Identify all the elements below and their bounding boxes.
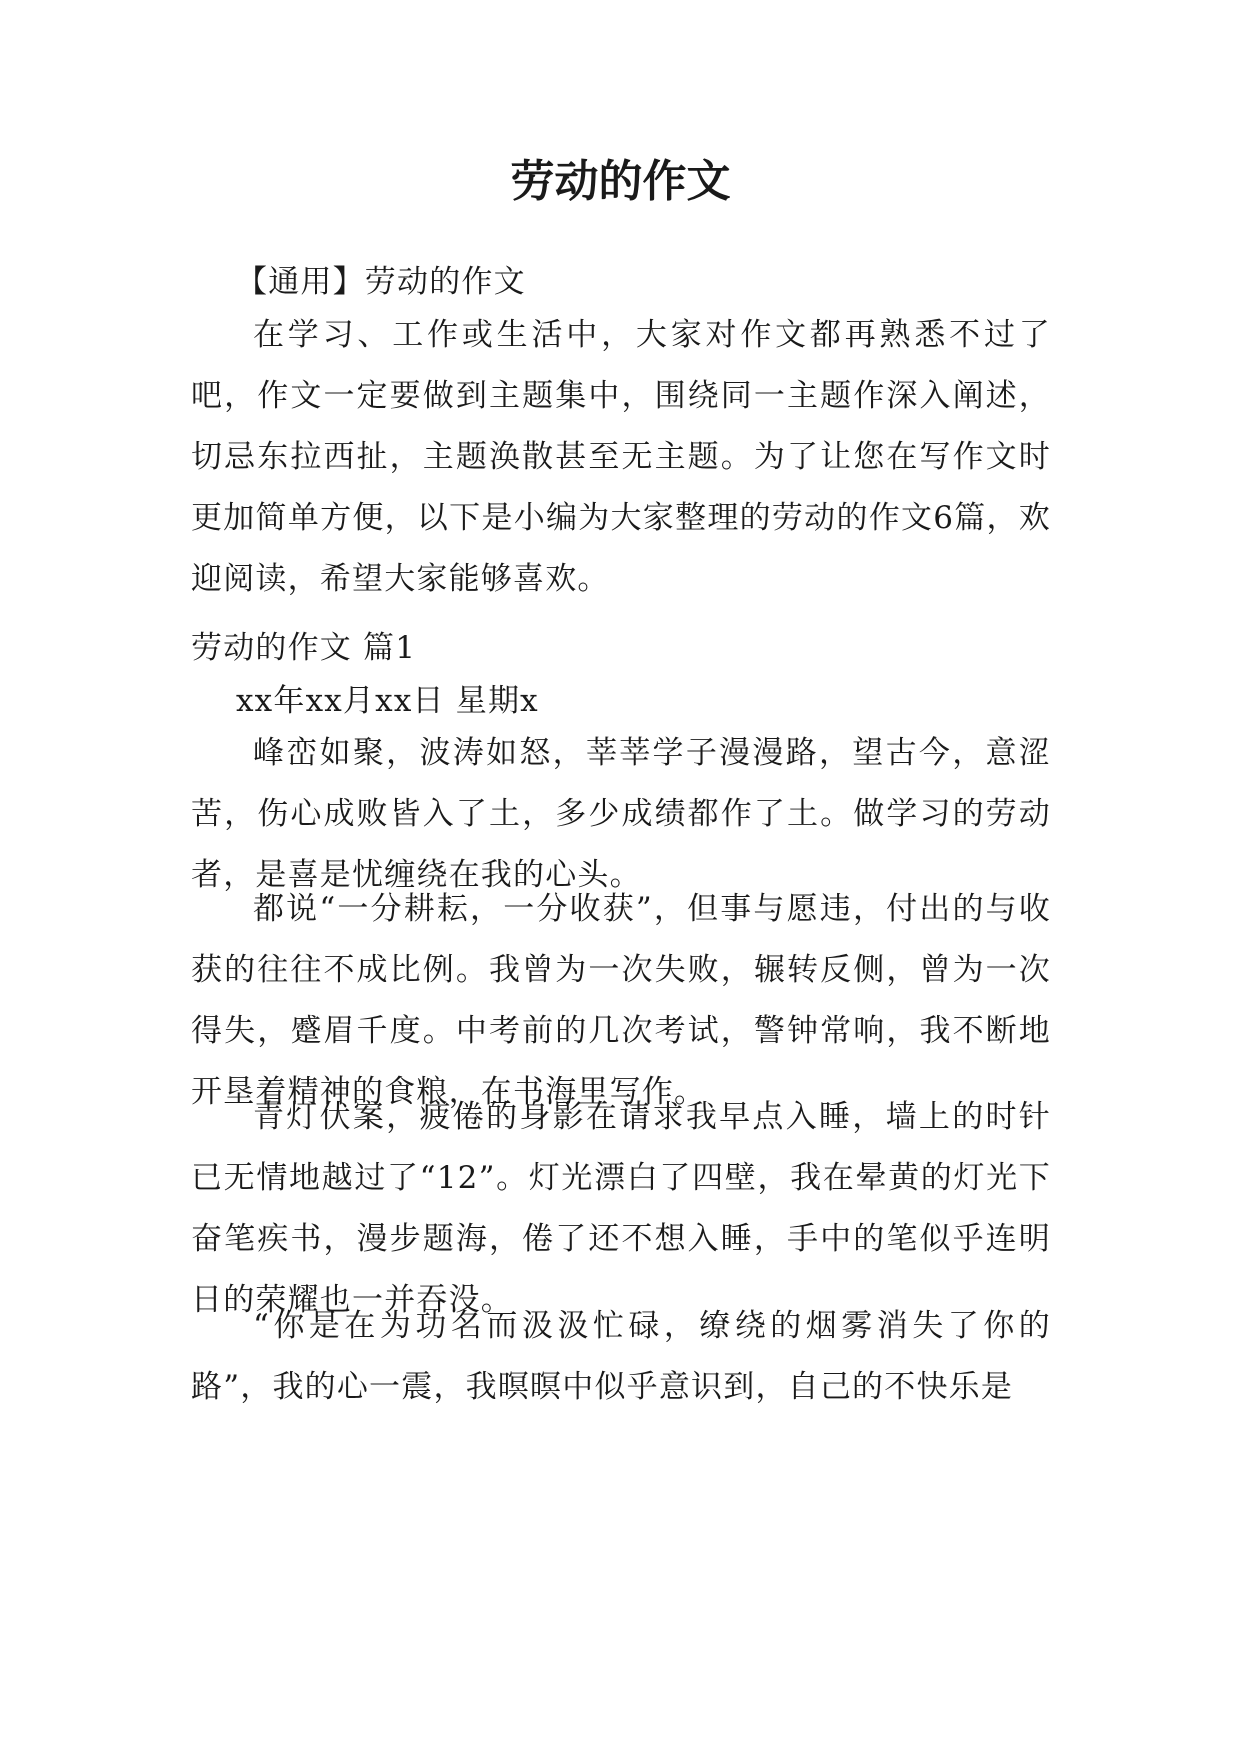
body-paragraph-4: “你是在为功名而汲汲忙碌，缭绕的烟雾消失了你的路”，我的心一震，我暝暝中似乎意识到，自己的不快乐是 (191, 1308, 1051, 1405)
document-subtitle: 【通用】劳动的作文 (236, 264, 526, 300)
section-heading: 劳动的作文 篇1 (191, 630, 417, 666)
body-paragraph-2: 都说“一分耕耘，一分收获”，但事与愿违，付出的与收获的往往不成比例。我曾为一次失败，辗转反侧，曾为一次得失，蹙眉千度。中考前的几次考试，警钟常响，我不断地开垦着精神的食粮，在书海里写作。 (191, 891, 1051, 1110)
body-paragraph-3: 青灯伏案，疲倦的身影在请求我早点入睡，墙上的时针已无情地越过了“12”。灯光漂白了四壁，我在晕黄的灯光下奋笔疾书，漫步题海，倦了还不想入睡，手中的笔似乎连明日的荣耀也一并吞没。 (191, 1099, 1051, 1318)
date-line: xx年xx月xx日 星期x (236, 683, 539, 719)
body-paragraph-1: 峰峦如聚，波涛如怒，莘莘学子漫漫路，望古今，意涩苦，伤心成败皆入了土，多少成绩都作了土。做学习的劳动者，是喜是忧缠绕在我的心头。 (191, 735, 1051, 893)
intro-paragraph: 在学习、工作或生活中，大家对作文都再熟悉不过了吧，作文一定要做到主题集中，围绕同一主题作深入阐述，切忌东拉西扯，主题涣散甚至无主题。为了让您在写作文时更加简单方便，以下是小编为大家整理的劳动的作文6篇，欢迎阅读，希望大家能够喜欢。 (191, 317, 1051, 597)
document-title: 劳动的作文 (510, 156, 731, 207)
